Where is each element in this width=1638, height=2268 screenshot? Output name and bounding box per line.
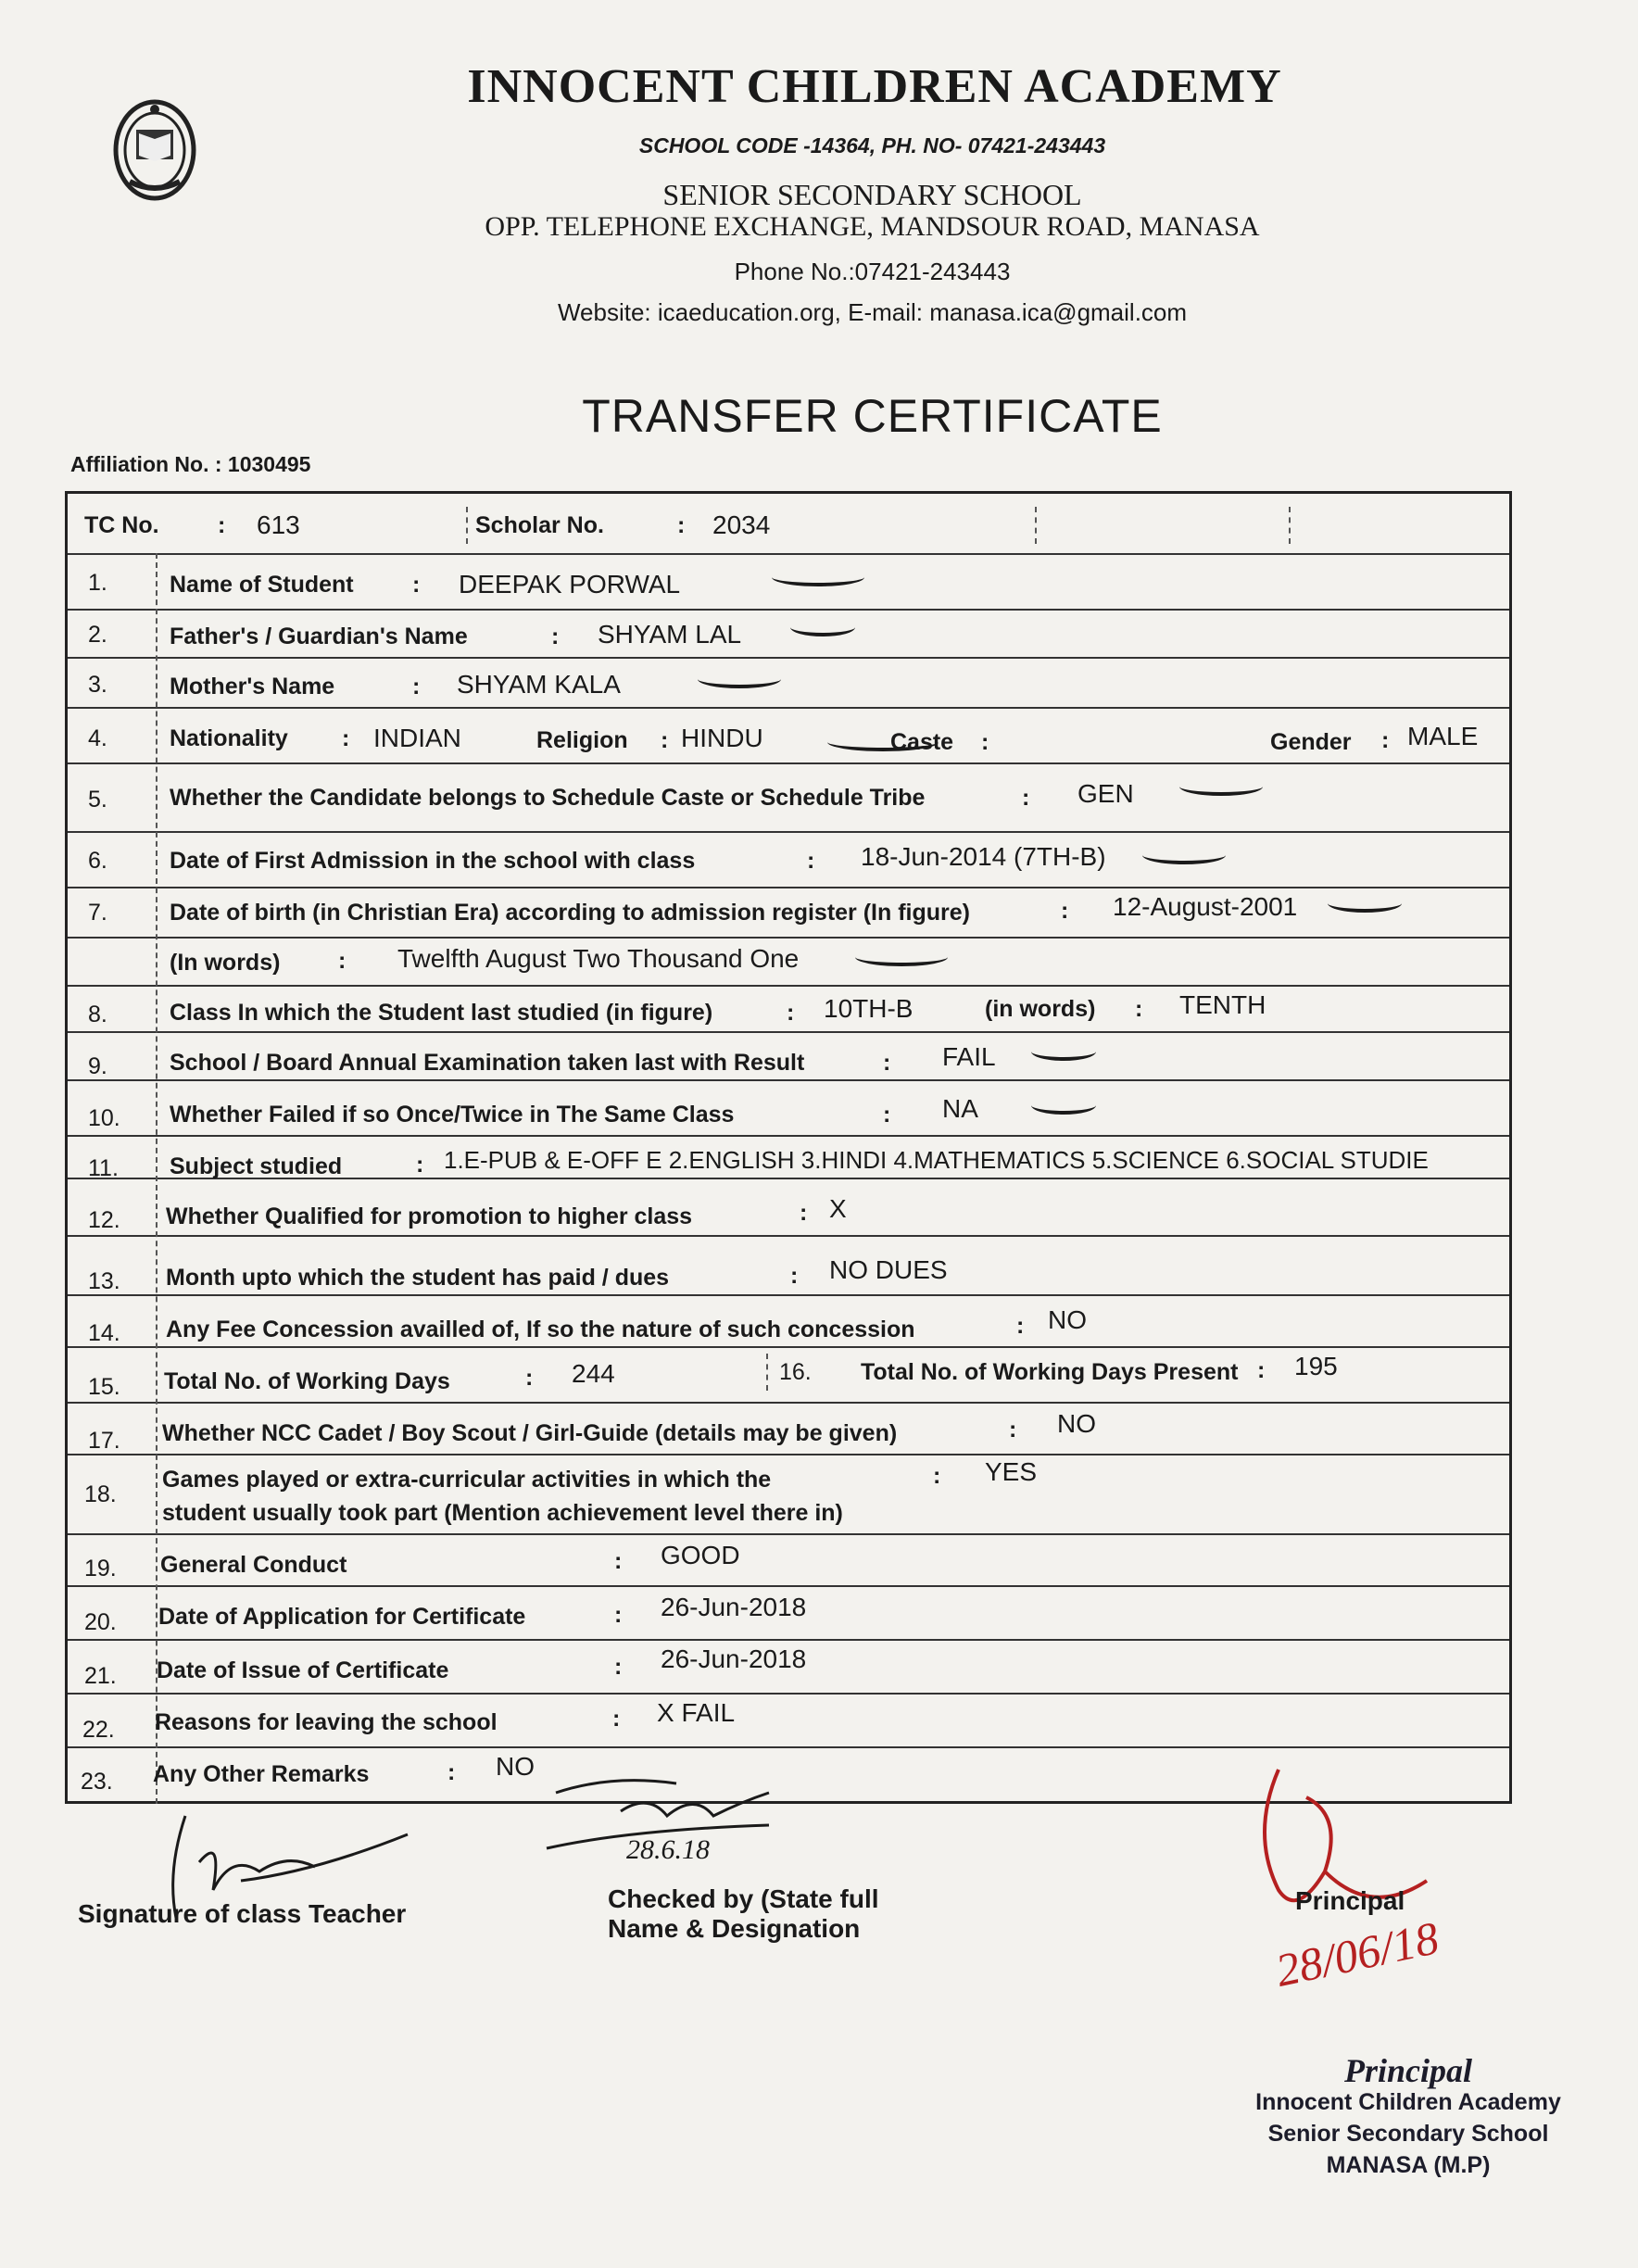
colon: : xyxy=(614,1602,623,1628)
colon: : xyxy=(1135,996,1143,1022)
row-label: Whether NCC Cadet / Boy Scout / Girl-Guide (details may be given) xyxy=(162,1420,898,1446)
stamp-line: Principal xyxy=(1343,2052,1472,2089)
promotion-value: X xyxy=(829,1194,847,1223)
colon: : xyxy=(412,572,421,598)
check-mark xyxy=(1031,1042,1096,1061)
stamp-line: MANASA (M.P) xyxy=(1326,2152,1491,2178)
colon: : xyxy=(551,624,560,649)
school-type: SENIOR SECONDARY SCHOOL xyxy=(662,178,1082,211)
colon: : xyxy=(981,729,989,755)
colon: : xyxy=(677,512,686,538)
check-mark xyxy=(772,568,864,586)
colon: : xyxy=(1022,785,1030,811)
check-mark xyxy=(855,948,948,966)
dob-figure-value: 12-August-2001 xyxy=(1113,892,1298,921)
row-label: Whether the Candidate belongs to Schedule Caste or Schedule Tribe xyxy=(170,785,926,811)
check-mark xyxy=(827,733,939,751)
colon: : xyxy=(800,1200,808,1226)
row-number: 12. xyxy=(88,1207,120,1233)
colon: : xyxy=(1061,898,1069,924)
check-mark xyxy=(790,618,855,636)
checker-date: 28.6.18 xyxy=(626,1834,710,1865)
colon: : xyxy=(416,1152,424,1178)
check-mark xyxy=(698,670,781,688)
row-number: 6. xyxy=(88,848,107,874)
application-date-value: 26-Jun-2018 xyxy=(661,1593,807,1621)
principal-stamp xyxy=(1214,2052,1603,2181)
row-label: (In words) xyxy=(170,950,281,976)
colon: : xyxy=(338,948,346,974)
working-days-value: 244 xyxy=(572,1359,615,1388)
check-mark xyxy=(1031,1096,1096,1115)
check-mark xyxy=(1328,894,1402,913)
document-title: TRANSFER CERTIFICATE xyxy=(582,390,1163,442)
category-value: GEN xyxy=(1077,779,1134,808)
row-number: 17. xyxy=(88,1428,120,1454)
row-label: Date of Application for Certificate xyxy=(158,1604,526,1630)
nationality-value: INDIAN xyxy=(373,724,461,752)
colon: : xyxy=(218,512,226,538)
row-label: Reasons for leaving the school xyxy=(155,1709,498,1735)
days-present-value: 195 xyxy=(1294,1352,1338,1380)
colon: : xyxy=(883,1102,891,1128)
scholar-no-value: 2034 xyxy=(712,510,771,539)
row-label: Date of birth (in Christian Era) according to admission register (In figure) xyxy=(170,900,970,926)
row-number: 21. xyxy=(84,1663,117,1689)
fee-concession-value: NO xyxy=(1048,1305,1087,1334)
row-label: Total No. of Working Days Present xyxy=(861,1359,1239,1385)
colon: : xyxy=(525,1365,534,1391)
colon: : xyxy=(883,1050,891,1076)
student-name-value: DEEPAK PORWAL xyxy=(459,570,681,598)
school-name: INNOCENT CHILDREN ACADEMY xyxy=(467,60,1282,113)
checked-by-label-2: Name & Designation xyxy=(608,1914,861,1943)
row-label: Month upto which the student has paid / dues xyxy=(166,1265,670,1291)
issue-date-value: 26-Jun-2018 xyxy=(661,1644,807,1673)
school-phone: Phone No.:07421-243443 xyxy=(734,258,1011,285)
row-number: 20. xyxy=(84,1609,117,1635)
row-number: 3. xyxy=(88,672,107,698)
dob-words-value: Twelfth August Two Thousand One xyxy=(397,944,800,973)
row-number: 7. xyxy=(88,900,107,926)
colon: : xyxy=(1257,1357,1266,1383)
row-label: Any Fee Concession availled of, If so the nature of such concession xyxy=(166,1317,915,1342)
first-admission-value: 18-Jun-2014 (7TH-B) xyxy=(861,842,1106,871)
colon: : xyxy=(612,1706,621,1732)
teacher-signature-label: Signature of class Teacher xyxy=(78,1899,407,1928)
caste-label: Caste xyxy=(890,729,954,755)
row-label: Any Other Remarks xyxy=(153,1761,370,1787)
colon: : xyxy=(447,1759,456,1785)
row-number: 15. xyxy=(88,1374,120,1400)
row-number: 9. xyxy=(88,1053,107,1079)
scholar-no-label: Scholar No. xyxy=(475,512,604,538)
colon: : xyxy=(1016,1313,1025,1339)
row-label: Total No. of Working Days xyxy=(164,1368,450,1394)
colon: : xyxy=(1009,1417,1017,1443)
colon: : xyxy=(614,1548,623,1574)
activities-value: YES xyxy=(985,1457,1038,1486)
last-class-words-value: TENTH xyxy=(1179,990,1266,1019)
words-label: (in words) xyxy=(985,996,1096,1022)
row-number: 5. xyxy=(88,787,107,813)
dues-value: NO DUES xyxy=(829,1255,948,1284)
row-label: Nationality xyxy=(170,725,288,751)
religion-label: Religion xyxy=(536,727,628,753)
gender-value: MALE xyxy=(1407,722,1479,750)
row-label: School / Board Annual Examination taken last with Result xyxy=(170,1050,805,1076)
certificate-table xyxy=(65,491,1512,1804)
row-number: 2. xyxy=(88,622,107,648)
ncc-value: NO xyxy=(1057,1409,1096,1438)
colon: : xyxy=(933,1463,941,1489)
row-label: Whether Failed if so Once/Twice in The Same Class xyxy=(170,1102,735,1128)
father-name-value: SHYAM LAL xyxy=(598,620,742,649)
colon: : xyxy=(790,1263,799,1289)
check-mark xyxy=(1179,777,1263,796)
colon: : xyxy=(412,674,421,699)
stamp-line: Senior Secondary School xyxy=(1267,2121,1549,2147)
exam-result-value: FAIL xyxy=(942,1042,996,1071)
row-label: Date of Issue of Certificate xyxy=(157,1657,449,1683)
row-number: 4. xyxy=(88,725,107,751)
row-label: Games played or extra-curricular activities in which the xyxy=(162,1467,772,1493)
row-label: Subject studied xyxy=(170,1153,343,1179)
remarks-value: NO xyxy=(496,1752,535,1781)
tc-no-value: 613 xyxy=(257,510,300,539)
row-label: Name of Student xyxy=(170,572,354,598)
leaving-reason-value: X FAIL xyxy=(657,1698,736,1727)
row-number: 10. xyxy=(88,1105,120,1131)
row-label-line2: student usually took part (Mention achievement level there in) xyxy=(162,1500,843,1526)
colon: : xyxy=(807,848,815,874)
row-number: 19. xyxy=(84,1556,117,1581)
row-label: Mother's Name xyxy=(170,674,335,699)
row-label: General Conduct xyxy=(160,1552,347,1578)
principal-label: Principal xyxy=(1295,1886,1405,1915)
row-number: 11. xyxy=(88,1155,119,1181)
row-number: 18. xyxy=(84,1481,117,1507)
affiliation-number: Affiliation No. : 1030495 xyxy=(70,452,311,476)
stamp-line: Innocent Children Academy xyxy=(1255,2089,1561,2115)
row-number: 1. xyxy=(88,570,107,596)
row-number: 14. xyxy=(88,1320,120,1346)
row-number: 16. xyxy=(779,1359,812,1385)
colon: : xyxy=(787,1000,795,1026)
colon: : xyxy=(342,725,350,751)
subjects-value: 1.E-PUB & E-OFF E 2.ENGLISH 3.HINDI 4.MATHEMATICS 5.SCIENCE 6.SOCIAL STUDIE xyxy=(444,1146,1429,1174)
checked-by-label-1: Checked by (State full xyxy=(608,1884,879,1913)
last-class-figure-value: 10TH-B xyxy=(824,994,914,1023)
school-website-email: Website: icaeducation.org, E-mail: manasa.ica@gmail.com xyxy=(557,298,1188,326)
school-address: OPP. TELEPHONE EXCHANGE, MANDSOUR ROAD, MANASA xyxy=(485,211,1260,242)
row-number: 8. xyxy=(88,1002,107,1027)
row-number: 23. xyxy=(81,1769,113,1795)
principal-date: 28/06/18 xyxy=(1271,1911,1443,1997)
colon: : xyxy=(661,727,669,753)
failed-status-value: NA xyxy=(942,1094,978,1123)
row-label: Class In which the Student last studied (in figure) xyxy=(170,1000,713,1026)
mother-name-value: SHYAM KALA xyxy=(457,670,621,699)
row-number: 22. xyxy=(82,1717,115,1743)
religion-value: HINDU xyxy=(681,724,763,752)
row-label: Father's / Guardian's Name xyxy=(170,624,468,649)
row-label: Date of First Admission in the school with class xyxy=(170,848,696,874)
colon: : xyxy=(1381,727,1390,753)
check-mark xyxy=(1142,846,1226,864)
row-number: 13. xyxy=(88,1268,120,1294)
conduct-value: GOOD xyxy=(661,1541,740,1569)
tc-no-label: TC No. xyxy=(84,512,159,538)
school-code-line: SCHOOL CODE -14364, PH. NO- 07421-243443 xyxy=(638,133,1106,158)
colon: : xyxy=(614,1654,623,1680)
gender-label: Gender xyxy=(1270,729,1352,755)
row-label: Whether Qualified for promotion to higher class xyxy=(166,1203,693,1229)
